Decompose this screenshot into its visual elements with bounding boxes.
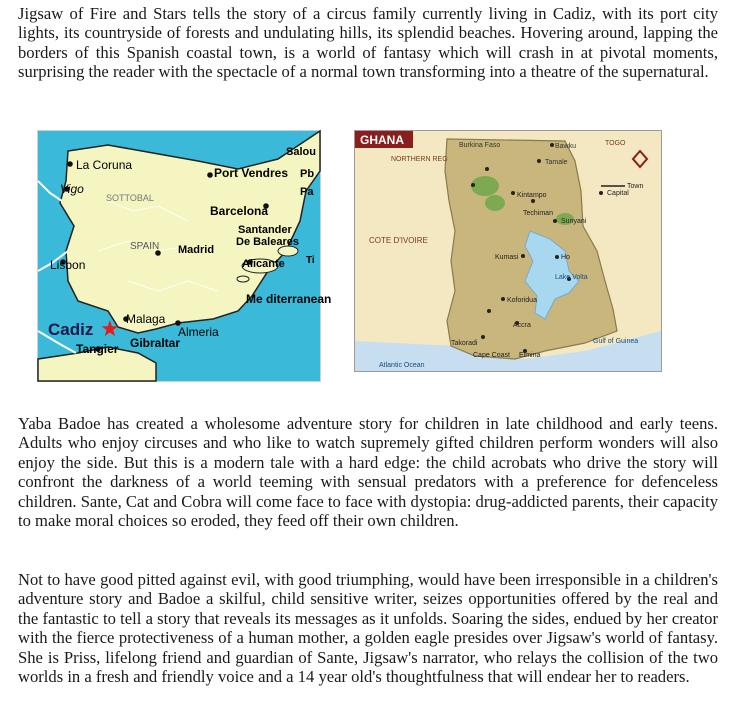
label-techiman: Techiman <box>523 210 553 217</box>
label-malaga: Malaga <box>126 312 166 326</box>
ghana-map <box>354 130 662 372</box>
label-northern: NORTHERN REG <box>391 156 448 163</box>
label-elmina: Elmina <box>519 352 541 359</box>
label-region: SOTTOBAL <box>106 193 154 203</box>
label-koforidua: Koforidua <box>507 297 537 304</box>
label-togo: TOGO <box>605 140 626 147</box>
ghana-title: GHANA <box>360 133 404 147</box>
label-cape-coast: Cape Coast <box>473 352 510 359</box>
label-tangier: Tangier <box>76 342 119 356</box>
label-burkina: Burkina Faso <box>459 142 501 149</box>
label-tamale: Tamale <box>545 159 568 166</box>
label-volta: Lake Volta <box>555 274 588 281</box>
label-gibraltar: Gibraltar <box>130 336 181 350</box>
label-ho: Ho <box>561 254 570 261</box>
label-alicante: Alicante <box>242 258 285 270</box>
label-santander: Santander <box>238 224 292 236</box>
label-almeria: Almeria <box>178 325 219 339</box>
label-bawku: Bawku <box>555 143 577 150</box>
label-tt: Ti <box>306 255 315 266</box>
label-kumasi: Kumasi <box>495 254 519 261</box>
label-cadiz: Cadiz <box>48 320 94 339</box>
legend-town: Town <box>627 183 644 190</box>
legend-capital: Capital <box>607 190 629 197</box>
label-atlantic: Atlantic Ocean <box>379 362 425 369</box>
label-gulf: Gulf of Guinea <box>593 338 639 345</box>
cadiz-star-icon: ★ <box>100 316 120 341</box>
label-takoradi: Takoradi <box>451 340 478 347</box>
body-paragraph-1: Yaba Badoe has created a wholesome adventure story for children in late childhood and early teens. Adults who enjoy circuses and who like to watch supremely gifted children perform wonders will also enjoy the side. But this is a modern tale with a hard edge: the child acrobats who drive the story will confront the darkness of a world teeming with sensual predators with a preference for defenceless children. Sante, Cat and Cobra will come face to face with dystopia: drug-addicted parents, their capacity to make moral choices so eroded, they feed off their own children. <box>18 414 718 531</box>
label-pb: Pb <box>300 168 315 180</box>
label-mediterranean: Me diterranean <box>246 292 332 306</box>
label-islas: De Baleares <box>236 236 299 248</box>
label-kintampo: Kintampo <box>517 192 547 199</box>
label-barcelona: Barcelona <box>210 204 269 218</box>
label-la-coruna: La Coruna <box>76 158 133 172</box>
label-spain: SPAIN <box>130 241 160 252</box>
intro-paragraph: Jigsaw of Fire and Stars tells the story of a circus family currently living in Cadiz, with its port city lights, its countryside of forests and undulating hills, its splendid beaches. Hovering around, lapping the borders of this Spanish coastal town, is a world of fantasy which will crash in at pivotal moments, surprising the reader with the spectacle of a normal town transforming into a theatre of the supernatural. <box>18 4 718 82</box>
label-vigo: Vigo <box>60 182 84 196</box>
label-lisbon: Lisbon <box>50 258 86 272</box>
label-accra: Accra <box>513 322 531 329</box>
label-madrid: Madrid <box>178 244 215 256</box>
label-port-vendres: Port Vendres <box>214 166 289 180</box>
label-cote: COTE D'IVOIRE <box>369 236 428 245</box>
label-pa: Pa <box>300 186 314 198</box>
spain-map <box>37 130 332 382</box>
label-salou: Salou <box>286 146 316 158</box>
body-paragraph-2: Not to have good pitted against evil, with good triumphing, would have been irresponsible in a children's adventure story and Badoe a skilful, child sensitive writer, seizes opportunities offered by the real and the fantastic to tell a story that reveals its messages as it unfolds. Soaring the sides, endued by her creator with the fierce protectiveness of a human mother, a golden eagle presides over Jigsaw's world of fantasy. She is Priss, lifelong friend and guardian of Sante, Jigsaw's narrator, who relays the collision of the two worlds in a fresh and friendly voice and a 14 year old's thoughtfulness that will endear her to readers. <box>18 570 718 687</box>
label-sunyani: Sunyani <box>561 218 587 225</box>
